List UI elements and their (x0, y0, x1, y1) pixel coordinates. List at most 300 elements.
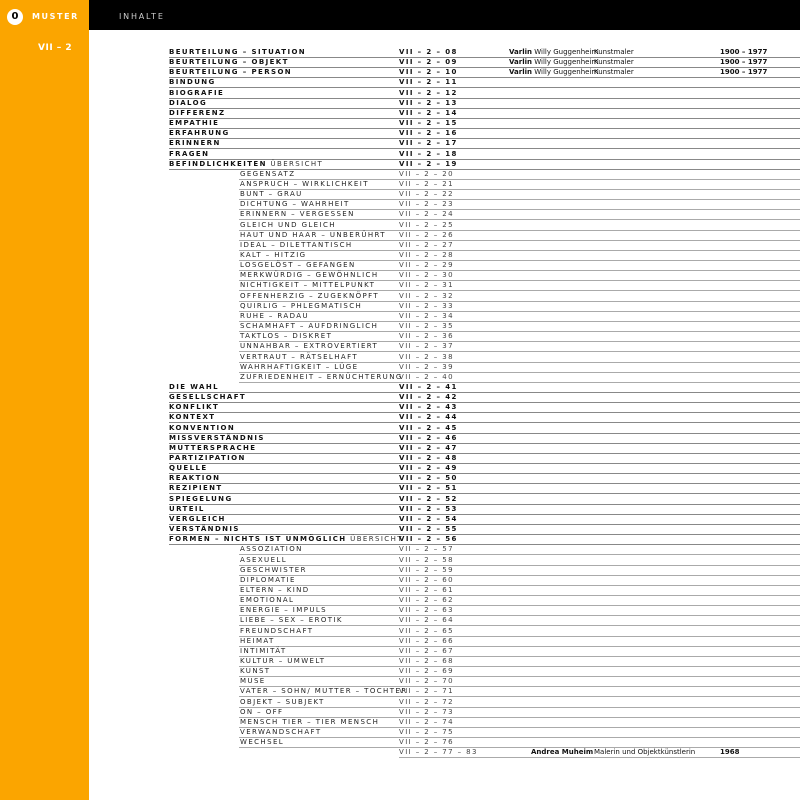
term-suffix: ÜBERSICHT (266, 159, 324, 168)
term-label: FORMEN – NICHTS IST UNMÖGLICH (169, 535, 347, 544)
main-term (169, 434, 265, 443)
main-term (169, 89, 224, 98)
page-code: VII – 2 – 12 (399, 88, 458, 97)
sub-term (240, 353, 358, 362)
term-label: GLEICH UND GLEICH (240, 220, 336, 229)
page-code: VII – 2 – 23 (399, 200, 454, 209)
page-code: VII – 2 – 42 (399, 393, 458, 402)
sub-term (240, 332, 332, 341)
index-row (0, 698, 800, 708)
page-code: VII – 2 – 66 (399, 636, 454, 645)
term-label: OFFENHERZIG – ZUGEKNÖPFT (240, 291, 380, 300)
index-row (0, 413, 800, 423)
sub-term (240, 302, 362, 311)
term-label: WAHRHAFTIGKEIT – LÜGE (240, 362, 359, 371)
term-label: EMPATHIE (169, 119, 220, 128)
artist-years: 1900 – 1977 (720, 68, 768, 77)
index-row (0, 657, 800, 667)
index-row (0, 566, 800, 576)
index-row (0, 424, 800, 434)
index-row (0, 78, 800, 88)
page-code: VII – 2 – 25 (399, 220, 454, 229)
index-row (0, 353, 800, 363)
index-row (0, 556, 800, 566)
index-row (0, 667, 800, 677)
term-label: ERFAHRUNG (169, 129, 230, 138)
term-label: ZUFRIEDENHEIT – ERNÜCHTERUNG (240, 372, 403, 381)
term-label: ANSPRUCH – WIRKLICHKEIT (240, 179, 369, 188)
row-rule (399, 757, 800, 758)
page-code: VII – 2 – 53 (399, 504, 458, 513)
sub-term (240, 322, 378, 331)
sub-term (240, 718, 379, 727)
sub-term (240, 596, 294, 605)
term-label: PARTIZIPATION (169, 454, 246, 462)
artist-years: 1968 (720, 748, 740, 757)
artist-profession: Kunstmaler (594, 68, 634, 77)
index-row (0, 464, 800, 474)
sub-term (240, 200, 350, 209)
term-label: URTEIL (169, 504, 205, 513)
main-term (169, 454, 246, 463)
artist-years: 1900 – 1977 (720, 58, 768, 67)
term-label: MERKWÜRDIG – GEWÖHNLICH (240, 271, 379, 280)
index-row (0, 99, 800, 109)
page-code: VII – 2 – 51 (399, 484, 458, 493)
page-code: VII – 2 – 50 (399, 474, 458, 483)
index-row (0, 281, 800, 291)
term-label: SPIEGELUNG (169, 494, 233, 503)
index-row (0, 606, 800, 616)
term-label: BIOGRAFIE (169, 88, 225, 97)
main-term (169, 484, 223, 493)
page-code: VII – 2 – 33 (399, 301, 454, 310)
page-code: VII – 2 – 47 (399, 443, 458, 452)
index-row (0, 515, 800, 525)
index-row (0, 596, 800, 606)
main-term (169, 525, 240, 534)
term-label: TAKTLOS – DISKRET (240, 332, 333, 341)
sub-term (240, 545, 303, 554)
sub-term (240, 687, 407, 696)
index-row (0, 342, 800, 352)
index-row (0, 322, 800, 332)
page-code: VII – 2 – 14 (399, 108, 458, 117)
page-code: VII – 2 – 44 (399, 413, 458, 422)
sub-term (240, 373, 403, 382)
term-label: KULTUR – UMWELT (240, 657, 326, 665)
artist-given-name: Willy Guggenheim (534, 68, 599, 77)
term-label: ERINNERN – VERGESSEN (240, 210, 355, 219)
term-label: SCHAMHAFT – AUFDRINGLICH (240, 322, 379, 331)
sub-term (240, 616, 343, 625)
index-row (0, 58, 800, 68)
page-code: VII – 2 – 52 (399, 494, 458, 503)
term-label: NICHTIGKEIT – MITTELPUNKT (240, 281, 376, 290)
index-row (0, 373, 800, 383)
index-row (0, 505, 800, 515)
index-row (0, 616, 800, 626)
index-row (0, 728, 800, 738)
index-row (0, 119, 800, 129)
main-term (169, 535, 403, 544)
index-row (0, 383, 800, 393)
page-code: VII – 2 – 56 (399, 535, 458, 544)
sub-term (240, 586, 310, 595)
index-row (0, 748, 800, 758)
index-row (0, 403, 800, 413)
artist-profession: Malerin und Objektkünstlerin (594, 748, 696, 757)
page-code: VII – 2 – 29 (399, 261, 454, 270)
index-row (0, 545, 800, 555)
index-row (0, 251, 800, 261)
index-row (0, 637, 800, 647)
main-term (169, 495, 233, 504)
artist-name (509, 58, 598, 67)
main-term (169, 505, 205, 514)
page-code: VII – 2 – 11 (399, 78, 458, 87)
term-label: BEURTEILUNG – SITUATION (169, 48, 307, 56)
index-row (0, 200, 800, 210)
term-label: BEURTEILUNG – PERSON (169, 68, 293, 77)
term-label: LOSGELÖST – GEFANGEN (240, 261, 356, 270)
page-code: VII – 2 – 64 (399, 616, 454, 625)
term-label: VERWANDSCHAFT (240, 728, 322, 737)
page-code: VII – 2 – 58 (399, 555, 454, 564)
chapter-number-badge: 0 (7, 9, 23, 25)
index-row (0, 68, 800, 78)
term-label: DIFFERENZ (169, 108, 226, 117)
main-term (169, 109, 225, 118)
main-term (169, 160, 323, 169)
term-label: VATER – SOHN/ MUTTER – TOCHTER (240, 687, 408, 696)
index-row (0, 363, 800, 373)
artist-years: 1900 – 1977 (720, 48, 768, 56)
main-term (169, 99, 207, 108)
sub-term (240, 627, 313, 636)
main-term (169, 68, 292, 77)
page-code: VII – 2 – 17 (399, 139, 458, 148)
artist-surname: Andrea Muheim (531, 748, 594, 757)
term-label: ON – OFF (240, 707, 284, 716)
page-code: VII – 2 – 57 (399, 545, 454, 554)
main-term (169, 515, 226, 524)
term-label: KONTEXT (169, 413, 216, 422)
index-row (0, 444, 800, 454)
sub-term (240, 342, 378, 351)
artist-name (509, 68, 598, 77)
term-label: DICHTUNG – WAHRHEIT (240, 200, 350, 209)
page-code: VII – 2 – 70 (399, 677, 454, 686)
term-label: DIPLOMATIE (240, 575, 296, 584)
main-term (169, 139, 221, 148)
term-label: ASEXUELL (240, 555, 287, 564)
index-row (0, 576, 800, 586)
index-row (0, 647, 800, 657)
sub-term (240, 576, 296, 585)
main-term (169, 150, 209, 159)
main-term (169, 474, 220, 483)
term-label: IDEAL – DILETTANTISCH (240, 240, 353, 249)
sub-term (240, 292, 379, 301)
index-row (0, 495, 800, 505)
page-code: VII – 2 – 54 (399, 514, 458, 523)
index-row (0, 484, 800, 494)
sub-term (240, 647, 287, 656)
sub-term (240, 677, 266, 686)
artist-profession: Kunstmaler (594, 58, 634, 67)
term-label: ERINNERN (169, 139, 221, 148)
index-row (0, 738, 800, 748)
index-row (0, 535, 800, 545)
index-row (0, 48, 800, 58)
index-row (0, 139, 800, 149)
page-code: VII – 2 – 69 (399, 667, 454, 676)
sub-term (240, 637, 275, 646)
page-code: VII – 2 – 77 – 83 (399, 748, 478, 757)
artist-given-name: Willy Guggenheim (534, 58, 599, 67)
page-code: VII – 2 – 55 (399, 525, 458, 534)
main-term (169, 383, 219, 392)
page-code: VII – 2 – 22 (399, 190, 454, 199)
index-row (0, 687, 800, 697)
page-code: VII – 2 – 34 (399, 311, 454, 320)
main-term (169, 393, 246, 402)
page-code: VII – 2 – 41 (399, 382, 458, 391)
artist-profession: Kunstmaler (594, 48, 634, 56)
index-row (0, 241, 800, 251)
sub-term (240, 221, 336, 230)
term-label: HEIMAT (240, 636, 275, 645)
term-label: KUNST (240, 667, 271, 676)
page-code: VII – 2 – 49 (399, 464, 458, 473)
term-label: GESCHWISTER (240, 565, 307, 574)
index-row (0, 89, 800, 99)
page-code: VII – 2 – 59 (399, 565, 454, 574)
page-code: VII – 2 – 20 (399, 169, 454, 178)
term-label: UNNAHBAR – EXTROVERTIERT (240, 342, 379, 351)
page-code: VII – 2 – 32 (399, 291, 454, 300)
index-row (0, 261, 800, 271)
term-label: OBJEKT – SUBJEKT (240, 697, 325, 706)
index-row (0, 231, 800, 241)
page-code: VII – 2 – 67 (399, 646, 454, 655)
term-suffix: ÜBERSICHT (346, 535, 403, 544)
index-row (0, 109, 800, 119)
index-row (0, 393, 800, 403)
main-term (169, 403, 219, 412)
page-code: VII – 2 – 38 (399, 352, 454, 361)
term-label: FREUNDSCHAFT (240, 626, 314, 635)
page-code: VII – 2 – 09 (399, 58, 458, 67)
term-label: VERSTÄNDNIS (169, 525, 240, 534)
index-row (0, 677, 800, 687)
sub-term (240, 667, 270, 676)
index-row (0, 302, 800, 312)
page-code: VII – 2 – 19 (399, 159, 458, 168)
artist-given-name: Willy Guggenheim (534, 48, 599, 56)
term-label: GEGENSATZ (240, 169, 296, 178)
main-term (169, 78, 216, 87)
page-code: VII – 2 – 31 (399, 281, 454, 290)
page-code: VII – 2 – 13 (399, 98, 458, 107)
term-label: QUIRLIG – PHLEGMATISCH (240, 301, 363, 310)
sub-term (240, 312, 309, 321)
page-code: VII – 2 – 45 (399, 423, 458, 432)
sub-term (240, 251, 307, 260)
index-row (0, 718, 800, 728)
main-term (169, 48, 306, 57)
artist-surname: Varlin (509, 58, 532, 67)
index-row (0, 150, 800, 160)
page-code: VII – 2 – 72 (399, 697, 454, 706)
sub-term (240, 556, 287, 565)
page-code: VII – 2 – 62 (399, 596, 454, 605)
main-term (169, 444, 257, 453)
main-term (169, 464, 208, 473)
term-label: QUELLE (169, 464, 208, 473)
term-label: BINDUNG (169, 78, 216, 87)
term-label: VERGLEICH (169, 514, 226, 523)
term-label: LIEBE – SEX – EROTIK (240, 616, 343, 625)
page-code: VII – 2 – 63 (399, 606, 454, 615)
term-label: MUSE (240, 677, 266, 686)
term-label: EMOTIONAL (240, 596, 295, 605)
chapter-code: VII – 2 (38, 43, 73, 53)
page-code: VII – 2 – 68 (399, 657, 454, 665)
sub-term (240, 210, 355, 219)
main-term (169, 119, 219, 128)
index-row (0, 708, 800, 718)
page-code: VII – 2 – 43 (399, 403, 458, 412)
main-term (169, 129, 230, 138)
page-code: VII – 2 – 15 (399, 119, 458, 128)
page-code: VII – 2 – 26 (399, 230, 454, 239)
sub-term (240, 170, 295, 179)
page-code: VII – 2 – 35 (399, 322, 454, 331)
term-label: INTIMITÄT (240, 646, 287, 655)
index-row (0, 180, 800, 190)
term-label: DIE WAHL (169, 382, 219, 391)
term-label: REAKTION (169, 474, 221, 483)
sub-term (240, 363, 358, 372)
page-code: VII – 2 – 10 (399, 68, 458, 77)
page-code: VII – 2 – 71 (399, 687, 454, 696)
term-label: ELTERN – KIND (240, 585, 310, 594)
index-row (0, 170, 800, 180)
index-row (0, 292, 800, 302)
page-code: VII – 2 – 65 (399, 626, 454, 635)
sub-term (240, 180, 369, 189)
term-label: KONVENTION (169, 423, 236, 432)
page-code: VII – 2 – 60 (399, 575, 454, 584)
term-label: ASSOZIATION (240, 545, 303, 554)
index-row (0, 160, 800, 170)
page-code: VII – 2 – 37 (399, 342, 454, 351)
sub-term (240, 231, 386, 240)
term-label: DIALOG (169, 98, 208, 107)
page-code: VII – 2 – 30 (399, 271, 454, 280)
sub-term (240, 708, 283, 717)
index-row (0, 454, 800, 464)
page-code: VII – 2 – 40 (399, 372, 454, 381)
index-row (0, 271, 800, 281)
index-row (0, 627, 800, 637)
page-code: VII – 2 – 76 (399, 738, 454, 747)
term-label: MISSVERSTÄNDNIS (169, 433, 265, 442)
page-code: VII – 2 – 73 (399, 707, 454, 716)
page-code: VII – 2 – 46 (399, 433, 458, 442)
page-code: VII – 2 – 75 (399, 728, 454, 737)
sub-term (240, 698, 325, 707)
term-label: VERTRAUT – RÄTSELHAFT (240, 352, 359, 361)
term-label: RUHE – RADAU (240, 311, 309, 320)
page-code: VII – 2 – 61 (399, 585, 454, 594)
sub-term (240, 190, 303, 199)
main-term (169, 413, 215, 422)
main-term (169, 58, 289, 67)
index-row (0, 312, 800, 322)
term-label: ENERGIE – IMPULS (240, 606, 327, 615)
page-code: VII – 2 – 18 (399, 149, 458, 158)
sub-term (240, 606, 327, 615)
page-code: VII – 2 – 24 (399, 210, 454, 219)
index-row (0, 434, 800, 444)
index-row (0, 474, 800, 484)
sub-term (240, 261, 356, 270)
index-row (0, 586, 800, 596)
section-title: INHALTE (119, 12, 165, 21)
page-code: VII – 2 – 27 (399, 240, 454, 249)
sub-term (240, 657, 325, 666)
sub-term (240, 738, 284, 747)
term-label: HAUT UND HAAR – UNBERÜHRT (240, 230, 386, 239)
index-row (0, 525, 800, 535)
index-row (0, 221, 800, 231)
term-label: FRAGEN (169, 149, 210, 158)
term-label: KONFLIKT (169, 403, 220, 412)
page-code: VII – 2 – 21 (399, 179, 454, 188)
artist-name (531, 748, 593, 757)
sub-term (240, 281, 375, 290)
term-label: GESELLSCHAFT (169, 393, 247, 402)
artist-name (509, 48, 598, 57)
index-row (0, 332, 800, 342)
term-label: MENSCH TIER – TIER MENSCH (240, 717, 380, 726)
page-code: VII – 2 – 74 (399, 717, 454, 726)
page-code: VII – 2 – 16 (399, 129, 458, 138)
term-label: REZIPIENT (169, 484, 223, 493)
index-row (0, 210, 800, 220)
term-label: MUTTERSPRACHE (169, 443, 257, 452)
sub-term (240, 241, 353, 250)
artist-surname: Varlin (509, 68, 532, 77)
artist-surname: Varlin (509, 48, 532, 56)
term-label: KALT – HITZIG (240, 251, 307, 259)
sub-term (240, 566, 307, 575)
index-row (0, 129, 800, 139)
sub-term (240, 271, 379, 280)
page-code: VII – 2 – 08 (399, 48, 458, 56)
page-code: VII – 2 – 39 (399, 362, 454, 371)
sub-term (240, 728, 322, 737)
term-label: BEFINDLICHKEITEN (169, 159, 267, 168)
main-term (169, 424, 235, 433)
term-label: BUNT – GRAU (240, 190, 303, 199)
index-row (0, 190, 800, 200)
term-label: BEURTEILUNG – OBJEKT (169, 58, 289, 67)
page-code: VII – 2 – 48 (399, 454, 458, 462)
